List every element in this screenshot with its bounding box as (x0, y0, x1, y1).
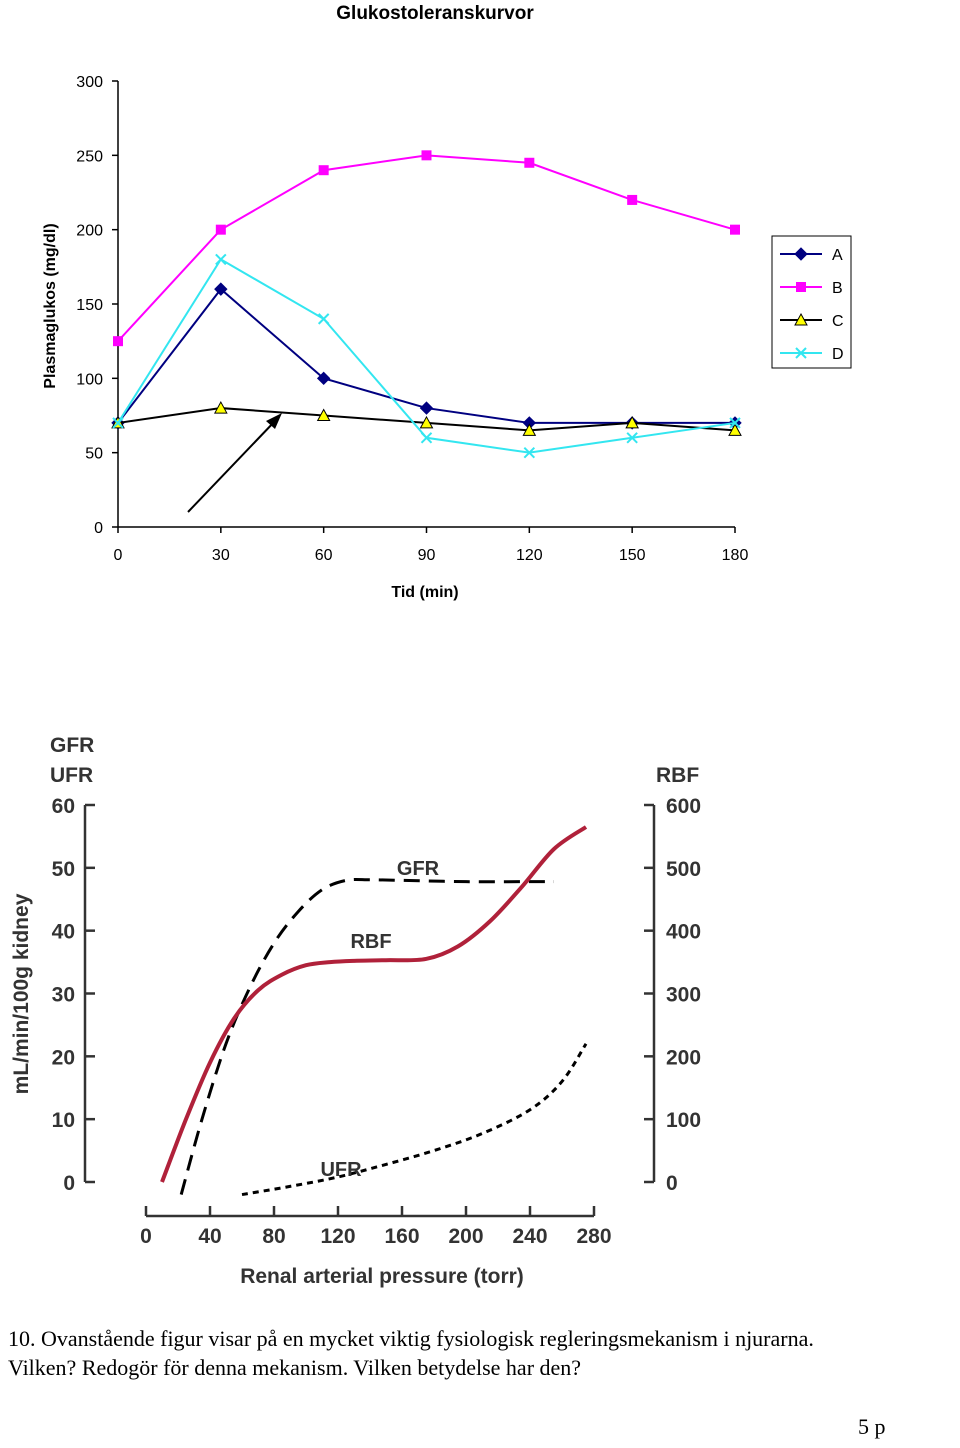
x-tick-label: 180 (721, 547, 749, 564)
x-tick-label: 160 (384, 1225, 420, 1248)
legend-label-b: B (832, 280, 843, 297)
data-point-a (421, 402, 433, 414)
data-point-b (524, 158, 534, 168)
chart1-y-axis-label: Plasmaglukos (mg/dl) (42, 223, 59, 389)
right-tick-label: 200 (666, 1046, 702, 1070)
x-tick-label: 30 (211, 547, 230, 564)
left-tick-label: 10 (51, 1109, 75, 1133)
left-tick-label: 0 (63, 1172, 75, 1195)
x-tick-label: 120 (320, 1225, 356, 1248)
y-tick-label: 0 (94, 520, 103, 537)
x-tick-label: 90 (417, 547, 436, 564)
y-tick-label: 50 (85, 445, 103, 463)
data-point-b (216, 225, 226, 235)
data-point-b (627, 195, 637, 205)
right-tick-label: 500 (666, 857, 702, 881)
legend-label-d: D (832, 346, 844, 363)
series-label-ufr: UFR (320, 1159, 362, 1181)
x-tick-label: 60 (314, 547, 333, 564)
chart2-left-axis-label-ufr: UFR (50, 764, 94, 787)
series-b (113, 150, 740, 346)
data-point-b (113, 336, 123, 346)
data-point-b (730, 225, 740, 235)
left-tick-label: 40 (51, 920, 75, 944)
y-tick-label: 100 (76, 371, 103, 389)
series-line-b (118, 155, 735, 341)
glucose-tolerance-chart (0, 0, 960, 620)
x-tick-label: 0 (140, 1225, 152, 1248)
question-points: 5 p (858, 1414, 886, 1439)
chart2-x-axis-label: Renal arterial pressure (torr) (240, 1265, 524, 1288)
series-curve-rbf (162, 827, 586, 1182)
data-point-d (319, 314, 329, 324)
data-point-b (422, 150, 432, 160)
data-point-b (319, 165, 329, 175)
annotation-arrow (188, 420, 276, 512)
series-curve-gfr (181, 879, 554, 1194)
chart1-x-axis-label: Tid (min) (391, 584, 459, 601)
x-tick-label: 40 (198, 1225, 222, 1248)
chart2-left-axis-label-gfr: GFR (50, 734, 95, 757)
chart2-series (162, 827, 586, 1195)
question-text (8, 1324, 958, 1382)
chart2-right-axis-label: RBF (656, 764, 700, 787)
right-tick-label: 0 (666, 1172, 678, 1195)
x-tick-label: 120 (515, 547, 543, 564)
legend-marker-b (796, 282, 806, 292)
left-tick-label: 20 (51, 1046, 75, 1070)
right-tick-label: 100 (666, 1109, 702, 1133)
series-curve-ufr (242, 1044, 586, 1195)
y-tick-label: 300 (76, 74, 103, 91)
x-tick-label: 200 (448, 1225, 484, 1248)
right-tick-label: 300 (666, 983, 702, 1007)
y-tick-label: 150 (76, 297, 103, 314)
left-tick-label: 50 (51, 857, 75, 881)
y-tick-label: 250 (76, 148, 103, 166)
legend-label-a: A (832, 247, 843, 264)
left-tick-label: 30 (51, 983, 75, 1007)
series-a (112, 283, 741, 429)
question-line-2: Vilken? Redogör för denna mekanism. Vilken betydelse har den? (8, 1355, 582, 1380)
x-tick-label: 240 (512, 1225, 548, 1248)
x-tick-label: 80 (262, 1225, 286, 1248)
data-point-d (216, 254, 226, 264)
chart1-series (112, 150, 741, 457)
renal-autoregulation-chart (0, 720, 960, 1320)
y-tick-label: 200 (76, 222, 103, 240)
x-tick-label: 280 (576, 1225, 612, 1248)
chart1-tick-labels (76, 74, 748, 564)
series-label-rbf: RBF (350, 931, 392, 953)
right-tick-label: 600 (666, 795, 702, 818)
question-line-1: 10. Ovanstående figur visar på en mycket viktig fysiologisk regleringsmekanism i njurarna. (8, 1326, 814, 1351)
chart1-title: Glukostoleranskurvor (336, 3, 534, 24)
legend-label-c: C (832, 313, 844, 330)
left-tick-label: 60 (51, 795, 75, 818)
x-tick-label: 150 (618, 547, 646, 564)
right-tick-label: 400 (666, 920, 702, 944)
chart2-tick-labels (52, 795, 701, 1248)
x-tick-label: 0 (113, 547, 123, 564)
chart1-axes (112, 81, 735, 533)
series-label-gfr: GFR (396, 858, 440, 880)
chart2-y-axis-label: mL/min/100g kidney (10, 893, 33, 1095)
